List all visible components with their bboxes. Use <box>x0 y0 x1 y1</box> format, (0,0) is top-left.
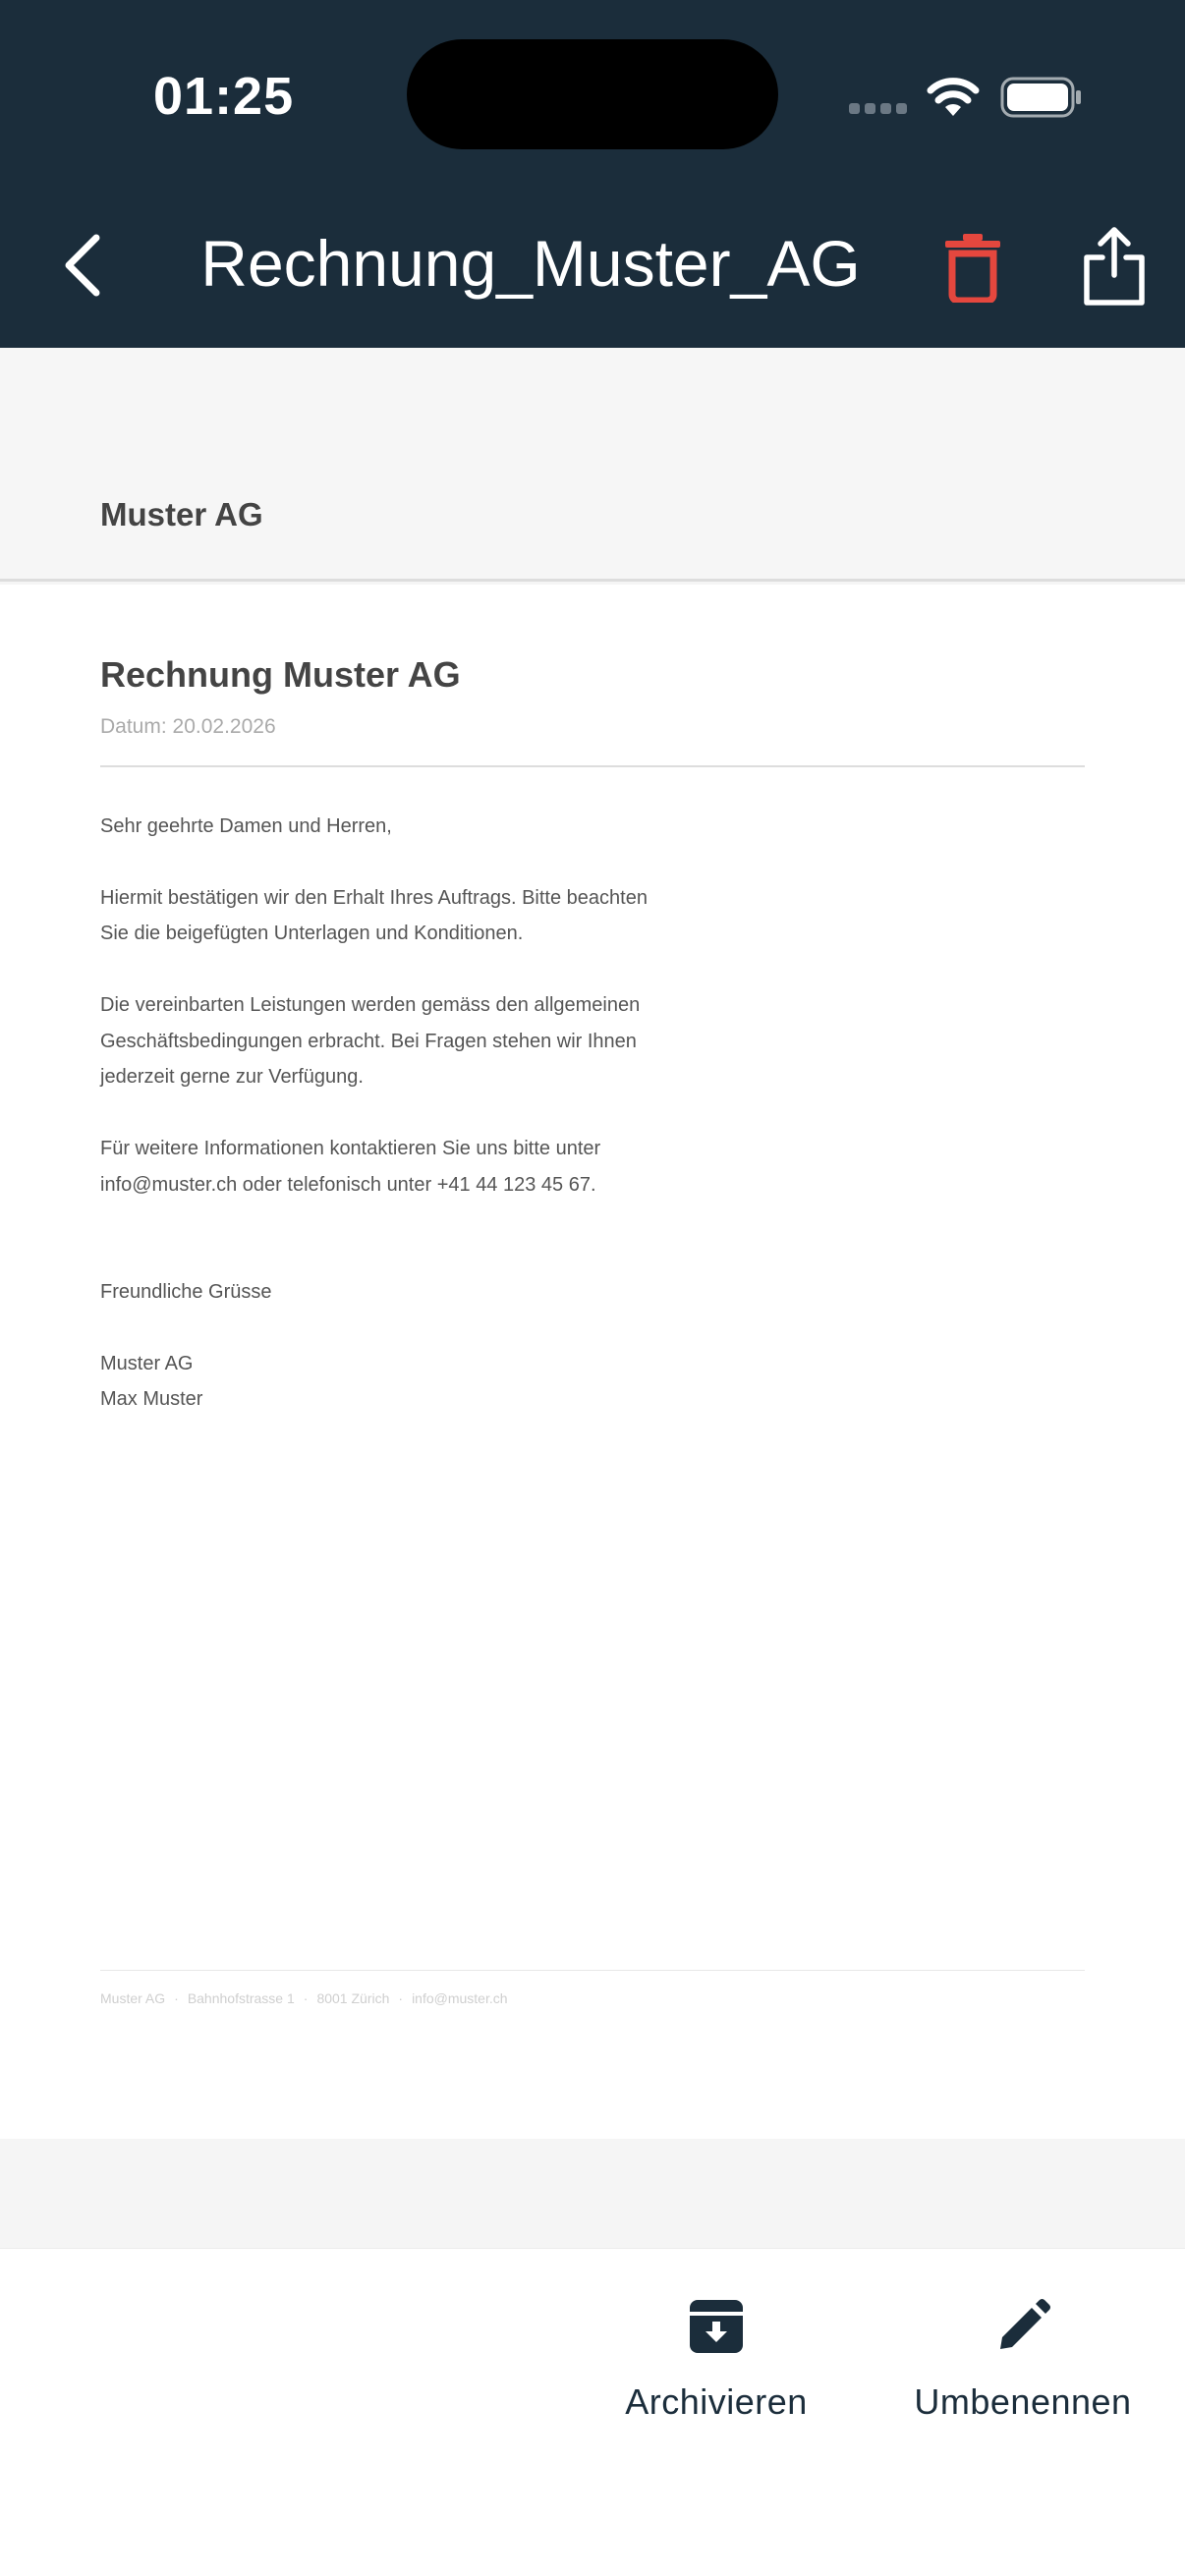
document-footer <box>100 1989 508 2007</box>
closing: Freundliche Grüsse <box>100 1281 272 1303</box>
document-title: Rechnung Muster AG <box>100 654 461 695</box>
footer-company: Muster AG <box>100 1990 166 2006</box>
signature-name: Max Muster <box>100 1388 203 1410</box>
top-bar <box>0 0 1185 348</box>
paragraph-line: info@muster.ch oder telefonisch unter +41 44 123 45 67. <box>100 1174 596 1196</box>
divider <box>100 765 1085 767</box>
trash-icon <box>945 234 1000 301</box>
share-button[interactable] <box>1081 226 1148 307</box>
status-bar <box>0 0 1185 187</box>
archive-label: Archivieren <box>625 2381 808 2422</box>
page-title: Rechnung_Muster_AG <box>200 227 861 300</box>
letterhead-company: Muster AG <box>100 496 263 532</box>
bottom-toolbar <box>0 2248 1185 2576</box>
footer-divider <box>100 1970 1085 1971</box>
footer-email: info@muster.ch <box>412 1990 508 2006</box>
rename-button[interactable] <box>915 2298 1131 2436</box>
paragraph-line: Geschäftsbedingungen erbracht. Bei Fragen stehen wir Ihnen <box>100 1031 637 1052</box>
footer-separator: · <box>303 1990 309 2006</box>
delete-button[interactable] <box>939 232 1006 303</box>
salutation: Sehr geehrte Damen und Herren, <box>100 815 392 837</box>
paragraph-line: Für weitere Informationen kontaktieren Sie uns bitte unter <box>100 1138 601 1159</box>
paragraph-line: Die vereinbarten Leistungen werden gemäss den allgemeinen <box>100 994 641 1016</box>
footer-city: 8001 Zürich <box>316 1990 390 2006</box>
dynamic-island <box>407 39 778 149</box>
footer-separator: · <box>174 1990 179 2006</box>
wifi-icon <box>926 75 981 118</box>
footer-separator: · <box>398 1990 404 2006</box>
document-page <box>0 585 1185 2139</box>
back-button[interactable] <box>51 226 120 305</box>
status-time: 01:25 <box>153 67 295 126</box>
document-viewer[interactable] <box>0 348 1185 2248</box>
signature-company: Muster AG <box>100 1353 194 1374</box>
cellular-signal-icon <box>849 103 908 117</box>
nav-bar <box>0 196 1185 348</box>
archive-icon <box>688 2298 745 2355</box>
paragraph-line: Sie die beigefügten Unterlagen und Konditionen. <box>100 923 524 944</box>
pencil-icon <box>994 2298 1051 2355</box>
document-date: Datum: 20.02.2026 <box>100 715 276 738</box>
share-icon <box>1087 230 1142 303</box>
paragraph-line: Hiermit bestätigen wir den Erhalt Ihres Auftrags. Bitte beachten <box>100 887 648 909</box>
archive-button[interactable] <box>608 2298 824 2436</box>
rename-label: Umbenennen <box>914 2381 1132 2422</box>
battery-icon <box>1000 77 1083 118</box>
footer-street: Bahnhofstrasse 1 <box>187 1990 295 2006</box>
paragraph-line: jederzeit gerne zur Verfügung. <box>100 1066 364 1088</box>
document-letterhead <box>0 348 1185 582</box>
